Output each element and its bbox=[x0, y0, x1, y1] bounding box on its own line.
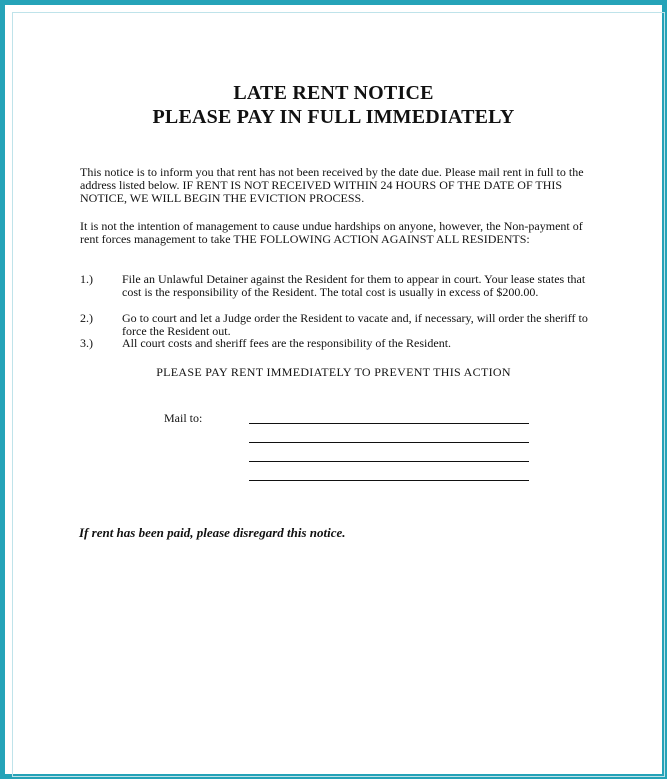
notice-paragraph: This notice is to inform you that rent has not been received by the date due. Please mail rent in full to the address listed below. IF RENT IS NOT RECEIVED WITHIN 24 HOURS OF THE DATE OF THIS NOTICE, WE WILL BEGIN THE EVICTION PROCESS. bbox=[80, 165, 584, 205]
address-line-1 bbox=[249, 423, 529, 424]
title-line-2: PLEASE PAY IN FULL IMMEDIATELY bbox=[152, 106, 515, 128]
action-text: All court costs and sheriff fees are the responsibility of the Resident. bbox=[122, 336, 452, 350]
action-number: 3.) bbox=[80, 336, 93, 350]
warning-line: PLEASE PAY RENT IMMEDIATELY TO PREVENT THIS ACTION bbox=[156, 365, 511, 379]
address-line-2 bbox=[249, 442, 529, 443]
intent-paragraph: It is not the intention of management to cause undue hardships on anyone, however, the Non-payment of rent forces management to take THE FOLLOWING ACTION AGAINST ALL RESIDENTS: bbox=[80, 219, 583, 246]
action-number: 1.) bbox=[80, 272, 93, 286]
action-text: Go to court and let a Judge order the Resident to vacate and, if necessary, will order the sheriff to force the Resident out. bbox=[122, 311, 588, 338]
title-line-1: LATE RENT NOTICE bbox=[233, 82, 434, 104]
address-line-4 bbox=[249, 480, 529, 481]
mail-to-label: Mail to: bbox=[164, 411, 203, 425]
disregard-note: If rent has been paid, please disregard this notice. bbox=[79, 525, 346, 540]
address-line-3 bbox=[249, 461, 529, 462]
action-number: 2.) bbox=[80, 311, 93, 325]
action-text: File an Unlawful Detainer against the Resident for them to appear in court. Your lease states that cost is the responsibility of the Resident. The total cost is usually in excess of $200.00. bbox=[122, 272, 586, 299]
